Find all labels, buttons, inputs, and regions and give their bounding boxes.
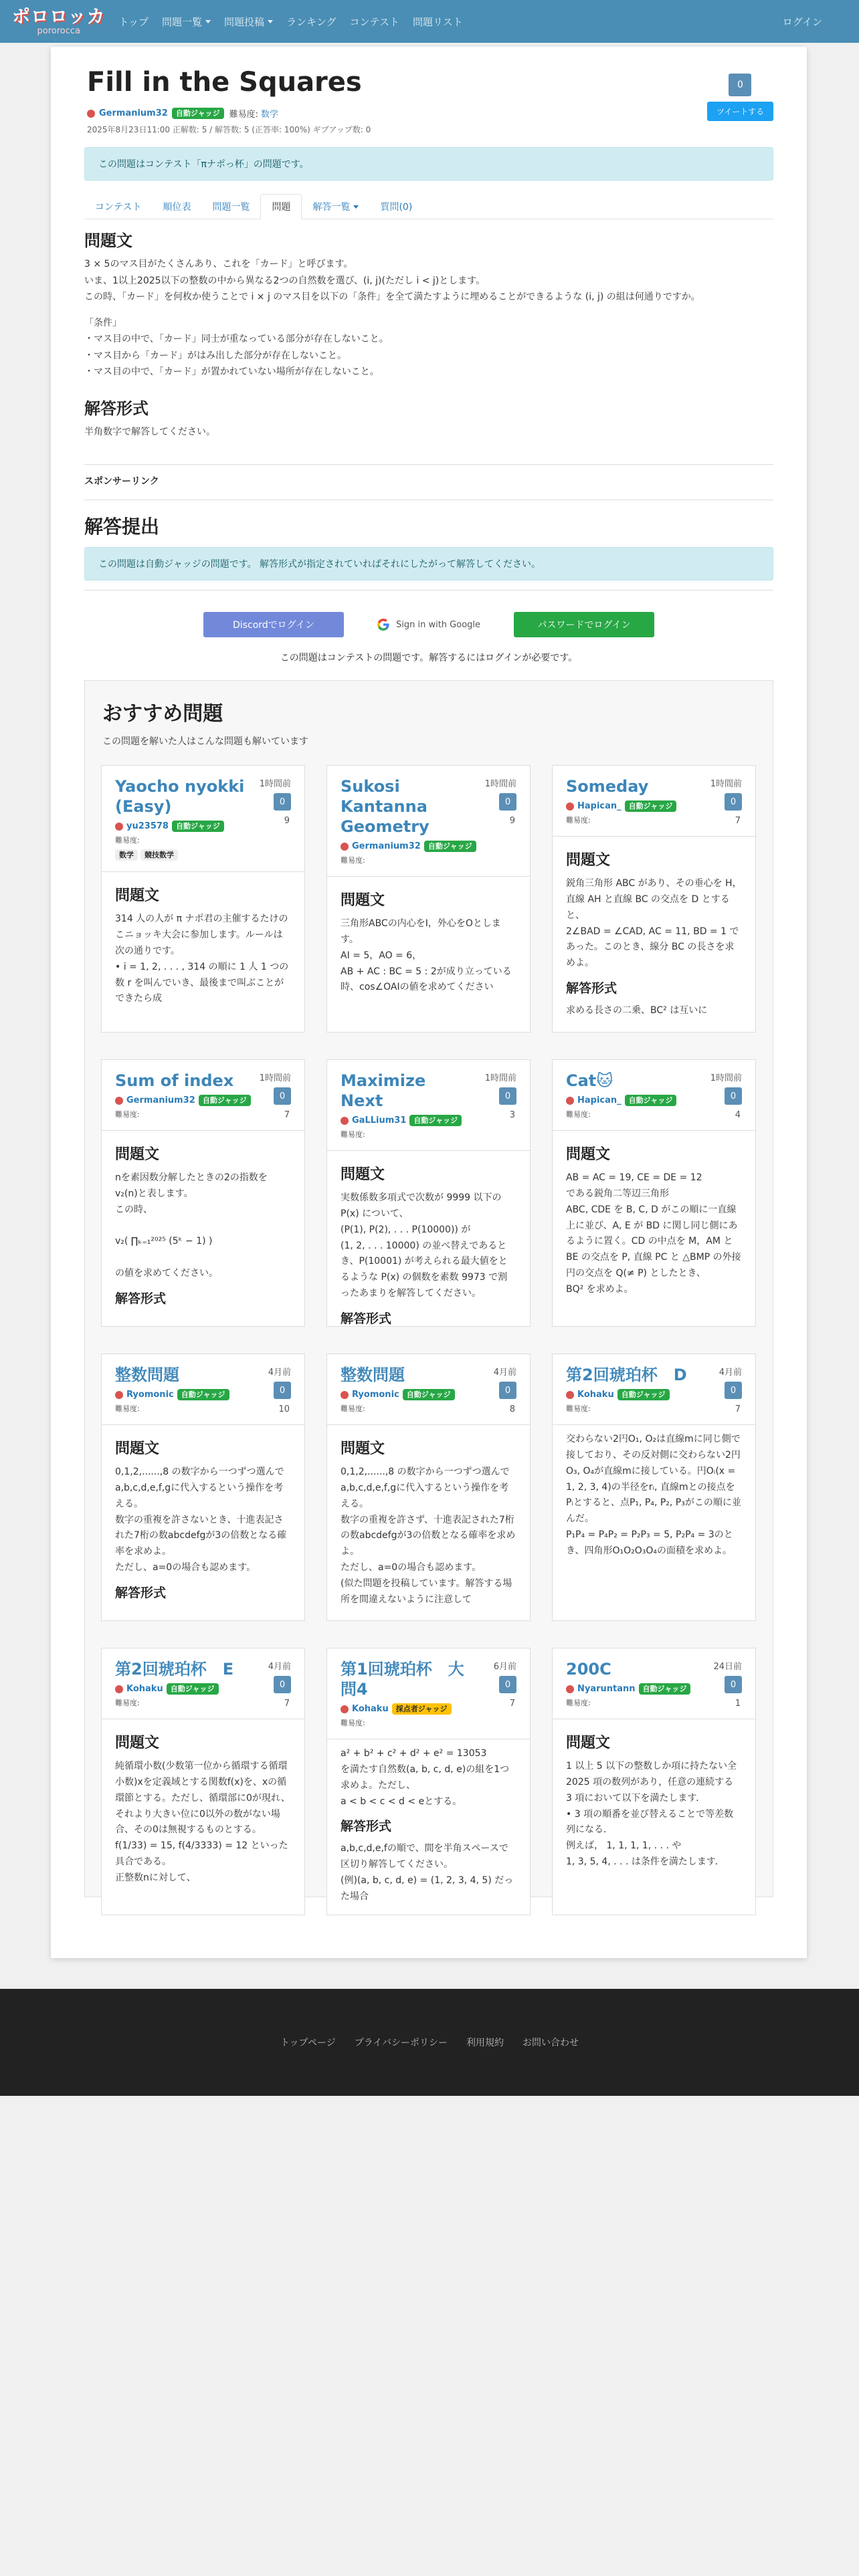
statement-line: この時、「カード」を何枚か使うことで i × j のマス目を以下の「条件」を全て満たすように埋めることができるような (i, j) の組は何通りですか。 — [84, 292, 700, 302]
card-title[interactable]: Cat🐱 — [566, 1071, 613, 1090]
sponsor-label: スポンサーリンク — [84, 476, 159, 487]
avatar — [341, 1391, 349, 1399]
recommend-grid — [101, 765, 757, 1915]
card-heading: 問題文 — [566, 852, 611, 869]
card-title[interactable]: 200C — [566, 1660, 611, 1679]
avatar — [566, 802, 574, 811]
card-author-row — [566, 1389, 742, 1400]
google-login-label: Sign in with Google — [395, 619, 481, 630]
card-solve-count: 7 — [284, 1110, 290, 1120]
card-judge-badge: 自動ジャッジ — [177, 1389, 229, 1400]
statement-body — [84, 256, 773, 381]
card-like-count: 0 — [274, 1087, 291, 1105]
nav-contest[interactable]: コンテスト — [349, 15, 400, 28]
card-title[interactable]: Someday — [566, 777, 649, 796]
card-author-row — [115, 821, 291, 832]
card-body: 0,1,2,......,8 の数字から一つずつ選んでa,b,c,d,e,f,gに代入するという操作を考える。 数字の重複を許さないとき、十進表記された7桁の数abcdefgが3の倍数となる確率を求めよ。 ただし、a=0の場合も認めます。 — [115, 1467, 287, 1573]
card-solve-count: 4 — [735, 1110, 741, 1120]
card-author[interactable]: Nyaruntann — [577, 1684, 636, 1695]
card-author-row — [115, 1389, 291, 1400]
divider — [553, 1130, 755, 1131]
card-difficulty-label: 難易度: — [341, 1130, 365, 1140]
divider — [553, 1424, 755, 1425]
card-author-row — [115, 1683, 291, 1695]
card-judge-badge: 自動ジャッジ — [625, 1095, 677, 1106]
recommend-desc: この問題を解いた人はこんな問題も解いています — [102, 736, 308, 747]
divider — [327, 1150, 530, 1151]
card-like-count: 0 — [499, 1676, 516, 1693]
card-time: 1時間前 — [484, 779, 516, 789]
card-author[interactable]: Germanium32 — [126, 1095, 195, 1106]
card-like-count: 0 — [499, 1087, 516, 1105]
nav-problems[interactable] — [162, 15, 211, 29]
problem-card[interactable] — [101, 1648, 305, 1915]
footer-terms-link[interactable]: 利用規約 — [466, 2038, 504, 2048]
tweet-button[interactable]: ツイートする — [707, 102, 773, 121]
tab-answers[interactable] — [302, 195, 369, 219]
login-buttons — [84, 612, 773, 637]
card-difficulty-label: 難易度: — [566, 816, 591, 825]
avatar — [87, 110, 95, 118]
problem-title: Fill in the Squares — [87, 67, 362, 98]
footer-privacy-link[interactable]: プライバシーポリシー — [354, 2038, 448, 2048]
footer-top-link[interactable]: トップページ — [280, 2038, 336, 2048]
answer-format-text: 半角数字で解答してください。 — [84, 426, 215, 437]
site-logo[interactable] — [12, 8, 105, 35]
card-like-count: 0 — [725, 1087, 742, 1105]
card-title[interactable]: 第2回琥珀杯 D — [566, 1366, 687, 1384]
like-count[interactable]: 0 — [729, 74, 751, 96]
nav-ranking[interactable]: ランキング — [286, 15, 337, 28]
card-judge-badge: 採点者ジャッジ — [392, 1703, 452, 1715]
card-judge-badge: 自動ジャッジ — [639, 1683, 691, 1695]
card-body: nを素因数分解したときの2の指数を v₂(n)と表します。 この時、 v₂( ∏ₖ₌₁²⁰²⁵ (5ᵏ − 1) ) の値を求めてください。 — [115, 1172, 268, 1279]
tab-bar — [84, 194, 773, 219]
card-time: 4月前 — [719, 1368, 742, 1378]
card-tag: 競技数学 — [140, 849, 178, 861]
avatar — [341, 1705, 349, 1713]
card-heading: 問題文 — [566, 1146, 611, 1164]
card-solve-count: 3 — [509, 1110, 515, 1120]
card-body: 1 以上 5 以下の整数しか項に持たない全 2025 項の数列があり，任意の連続する 3 項において以下を満たします． • 3 項の順番を並び替えることで等差数列になる． 例えば， 1, 1, 1, 1, . . . や 1, 3, 5, 4, . . . は条件を満たします． — [566, 1761, 737, 1867]
card-difficulty-label: 難易度: — [115, 1699, 140, 1708]
card-heading: 問題文 — [115, 1440, 160, 1458]
card-time: 1時間前 — [710, 779, 742, 789]
card-body: AB = AC = 19, CE = DE = 12 である鋭角二等辺三角形 ABC, CDE を B, C, D がこの順に一直線上に並び、A, E が BD に関し同じ側にあるように置く。CD の中点を M，AM と BE の交点を P, 直線 PC と △BMP の外接円の交点を Q(≠ P) としたとき、 BQ² を求めよ。 — [566, 1172, 741, 1295]
condition-item: ・マス目から「カード」がはみ出した部分が存在しないこと。 — [84, 350, 347, 361]
difficulty-label: 難易度: — [229, 110, 258, 120]
card-author[interactable]: Hapican_ — [577, 801, 622, 812]
judge-badge: 自動ジャッジ — [172, 108, 224, 119]
problem-card[interactable] — [552, 1059, 756, 1327]
card-solve-count: 7 — [284, 1699, 290, 1709]
problem-card[interactable] — [101, 1059, 305, 1327]
card-title[interactable]: 第2回琥珀杯 E — [115, 1660, 234, 1679]
avatar — [566, 1097, 574, 1105]
card-time: 4月前 — [268, 1662, 291, 1672]
card-like-count: 0 — [725, 1676, 742, 1693]
recommend-heading: おすすめ問題 — [102, 702, 223, 726]
divider — [553, 836, 755, 837]
card-like-count: 0 — [274, 1676, 291, 1693]
logo-sub: pororocca — [37, 25, 80, 36]
card-author[interactable]: Kohaku — [577, 1390, 614, 1400]
tab-questions[interactable]: 質問(0) — [380, 202, 413, 213]
card-difficulty-label: 難易度: — [341, 1719, 365, 1728]
card-author-row — [566, 1095, 742, 1106]
tab-contest[interactable]: コンテスト — [95, 202, 142, 213]
contest-notice: この問題はコンテスト「πナポっ杯」の問題です。 — [84, 147, 773, 181]
statement-line: 3 × 5のマス目がたくさんあり、これを「カード」と呼びます。 — [84, 259, 353, 270]
navbar — [0, 0, 859, 43]
card-like-count: 0 — [499, 1382, 516, 1399]
card-time: 1時間前 — [259, 779, 291, 789]
card-time: 1時間前 — [259, 1073, 291, 1083]
problem-stats: 2025年8月23日11:00 正解数: 5 / 解答数: 5 (正答率: 100%) ギブアップ数: 0 — [87, 125, 371, 134]
main-panel — [51, 47, 807, 1958]
card-like-count: 0 — [499, 793, 516, 811]
card-like-count: 0 — [725, 793, 742, 811]
nav-post[interactable] — [224, 15, 273, 29]
problem-meta — [87, 107, 773, 120]
card-judge-badge: 自動ジャッジ — [617, 1389, 670, 1400]
divider — [102, 1424, 304, 1425]
card-author[interactable]: yu23578 — [126, 821, 169, 832]
condition-item: ・マス目の中で、「カード」同士が重なっている部分が存在しないこと。 — [84, 334, 389, 344]
avatar — [566, 1391, 574, 1399]
chevron-down-icon — [268, 20, 273, 23]
card-heading: 問題文 — [115, 1735, 160, 1752]
card-judge-badge: 自動ジャッジ — [403, 1389, 455, 1400]
card-body: 0,1,2,......,8 の数字から一つずつ選んでa,b,c,d,e,f,gに代入するという操作を考える。 数字の重複を許さず、十進表記された7桁の数abcdefgが3の倍数となる確率を求めよ。 ただし、a=0の場合も認めます。 (似た問題を投稿しています。解答する場所を間違えないように注意して — [341, 1467, 516, 1605]
card-heading2: 解答形式 — [341, 1311, 392, 1326]
card-heading2: 解答形式 — [566, 980, 617, 996]
card-solve-count: 9 — [284, 816, 290, 826]
card-heading2: 解答形式 — [115, 1291, 167, 1306]
submit-heading: 解答提出 — [84, 516, 160, 538]
card-heading: 問題文 — [341, 1166, 385, 1184]
logo-main: ポロロッカ — [12, 6, 106, 27]
card-heading2: 解答形式 — [115, 1585, 167, 1600]
problem-card[interactable] — [326, 1648, 531, 1915]
password-login-button[interactable]: パスワードでログイン — [514, 612, 654, 637]
card-title[interactable]: 整数問題 — [115, 1366, 179, 1384]
card-time: 1時間前 — [484, 1073, 516, 1083]
avatar — [341, 1117, 349, 1125]
card-author-row — [566, 800, 742, 812]
card-title[interactable]: Yaocho nyokki (Easy) — [115, 777, 245, 816]
card-time: 1時間前 — [710, 1073, 742, 1083]
chevron-down-icon — [353, 205, 359, 209]
card-author[interactable]: Ryomonic — [126, 1390, 174, 1400]
author-link[interactable]: Germanium32 — [99, 108, 168, 118]
card-judge-badge: 自動ジャッジ — [172, 821, 224, 832]
card-judge-badge: 自動ジャッジ — [409, 1115, 462, 1126]
login-link[interactable]: ログイン — [782, 15, 822, 28]
card-difficulty-label: 難易度: — [115, 836, 140, 845]
card-time: 6月前 — [493, 1662, 516, 1672]
problem-card[interactable] — [552, 1648, 756, 1915]
card-heading: 問題文 — [115, 1146, 160, 1164]
card-difficulty-label: 難易度: — [566, 1404, 591, 1414]
discord-login-button[interactable]: Discordでログイン — [203, 612, 344, 637]
card-tag: 数学 — [115, 849, 138, 861]
card-tags — [115, 849, 291, 861]
card-judge-badge: 自動ジャッジ — [424, 841, 476, 852]
nav-problems-label: 問題一覧 — [162, 15, 203, 28]
card-author-row — [341, 1703, 516, 1715]
tab-problem-list[interactable]: 問題一覧 — [212, 202, 250, 213]
card-difficulty-label: 難易度: — [115, 1110, 140, 1119]
card-time: 24日前 — [713, 1662, 742, 1672]
card-heading2: 解答形式 — [341, 1819, 392, 1834]
card-title[interactable]: Sum of index — [115, 1071, 234, 1090]
card-difficulty-label: 難易度: — [341, 1404, 365, 1414]
card-title[interactable]: Maximize Next — [341, 1071, 426, 1110]
chevron-down-icon — [205, 20, 211, 23]
avatar — [566, 1685, 574, 1693]
footer-contact-link[interactable]: お問い合わせ — [522, 2038, 579, 2048]
card-judge-badge: 自動ジャッジ — [167, 1683, 219, 1695]
problem-card[interactable] — [326, 1059, 531, 1327]
card-body: 314 人の人が π ナポ君の主催するたけのこニョッキ大会に参加します。ルールは次の通りです。 • i = 1, 2, . . . , 314 の順に 1 人 1 つの数 r を叫んでいき、最後まで叫ぶことができたら成 — [115, 914, 289, 1004]
login-required-text: この問題はコンテストの問題です。解答するにはログインが必要です。 — [280, 653, 578, 663]
statement-heading: 問題文 — [84, 231, 132, 250]
card-solve-count: 9 — [509, 816, 515, 826]
card-difficulty-label: 難易度: — [566, 1699, 591, 1708]
card-body: a² + b² + c² + d² + e² = 13053 を満たす自然数(a, b, c, d, e)の組を1つ求めよ。ただし、 a < b < c < d < eとする。 — [341, 1748, 510, 1807]
judge-notice: この問題は自動ジャッジの問題です。 解答形式が指定されていればそれにしたがって解答してください。 — [84, 547, 773, 580]
condition-title: 「条件」 — [84, 317, 122, 328]
card-body: 純循環小数(少数第一位から循環する循環小数)xを定義域とする関数f(x)を、xの循環節とする。ただし、循環部に0が現れ、それより大きい位に0以外の数がない場合、その0は無視するものとする。 f(1/33) = 15, f(4/3333) = 12 といった具合である。 正整数nに対して、 — [115, 1761, 290, 1883]
card-judge-badge: 自動ジャッジ — [199, 1095, 251, 1106]
card-heading: 問題文 — [341, 892, 385, 909]
recommend-section — [84, 680, 773, 1902]
nav-problem-list[interactable]: 問題リスト — [413, 15, 463, 28]
card-body: 実数係数多項式で次数が 9999 以下の P(x) について、 (P(1), P(2), . . . P(10000)) が (1, 2, . . . 10000) の並べ替えであるとき、P(10001) が考えられる最大値をとるような P(x) の個数を素数 9973 で割ったあまりを解答してください。 — [341, 1192, 508, 1299]
card-author[interactable]: GaLLium31 — [352, 1115, 407, 1126]
card-author[interactable]: Kohaku — [352, 1704, 389, 1715]
card-solve-count: 8 — [509, 1404, 515, 1414]
avatar — [115, 1685, 123, 1693]
genre-link[interactable]: 数学 — [261, 110, 279, 120]
divider — [102, 871, 304, 872]
card-judge-badge: 自動ジャッジ — [625, 800, 677, 812]
tab-problem[interactable]: 問題 — [260, 194, 302, 219]
card-body: 三角形ABCの内心をI，外心をOとします。 AI = 5，AO = 6， AB + AC : BC = 5 : 2が成り立っている時、cos∠OAIの値を求めてください — [341, 918, 512, 993]
google-icon — [377, 619, 389, 631]
card-author[interactable]: Ryomonic — [352, 1390, 399, 1400]
card-solve-count: 7 — [735, 816, 741, 826]
condition-item: ・マス目の中で、「カード」が置かれていない場所が存在しないこと。 — [84, 366, 379, 377]
card-author-row — [115, 1095, 291, 1106]
problem-card[interactable] — [101, 765, 305, 1033]
card-author-row — [341, 841, 516, 852]
card-author[interactable]: Germanium32 — [352, 841, 421, 852]
problem-card[interactable] — [101, 1354, 305, 1621]
statement-line: いま、1以上2025以下の整数の中から異なる2つの自然数を選び、(i, j)(ただし i < j)とします。 — [84, 275, 486, 286]
card-author-row — [341, 1389, 516, 1400]
avatar — [115, 1391, 123, 1399]
card-difficulty-label: 難易度: — [115, 1404, 140, 1414]
card-solve-count: 1 — [735, 1699, 741, 1709]
card-difficulty-label: 難易度: — [566, 1110, 591, 1119]
card-time: 4月前 — [268, 1368, 291, 1378]
like-box — [707, 74, 773, 121]
card-like-count: 0 — [274, 793, 291, 811]
problem-card[interactable] — [552, 1354, 756, 1621]
card-author[interactable]: Kohaku — [126, 1684, 163, 1695]
card-difficulty-label: 難易度: — [341, 856, 365, 865]
card-like-count: 0 — [274, 1382, 291, 1399]
nav-top[interactable]: トップ — [118, 15, 149, 28]
avatar — [115, 1097, 123, 1105]
divider — [327, 876, 530, 877]
card-heading: 問題文 — [566, 1735, 611, 1752]
card-title[interactable]: 整数問題 — [341, 1366, 405, 1384]
problem-card[interactable] — [326, 765, 531, 1033]
card-like-count: 0 — [725, 1382, 742, 1399]
answer-format-heading: 解答形式 — [84, 399, 149, 418]
card-body: 交わらない2円O₁, O₂は直線mに同じ側で接しており、その反対側に交わらない2円O₃, O₄が直線mに接している。円Oᵢ(x = 1, 2, 3, 4)の半径をrᵢ, 直線mとの接点をPᵢとすると、点P₁, P₄, P₂, P₃がこの順に並んだ。 P₁P₄ = P₄P₂ = P₂P₃ = 5, P₂P₄ = 3のとき、四角形O₁O₂O₃O₄の面積を求めよ。 — [566, 1434, 741, 1556]
card-solve-count: 7 — [509, 1699, 515, 1709]
card-heading: 問題文 — [341, 1440, 385, 1458]
card-author-row — [566, 1683, 742, 1695]
card-body2: 求める長さの二乗、BC² は互いに — [566, 1004, 708, 1016]
avatar — [341, 843, 349, 851]
card-heading: 問題文 — [115, 887, 160, 905]
card-solve-count: 10 — [278, 1404, 290, 1414]
card-author[interactable]: Hapican_ — [577, 1095, 622, 1106]
card-title[interactable]: 第1回琥珀杯 大問4 — [341, 1660, 464, 1699]
card-title[interactable]: Sukosi Kantanna Geometry — [341, 777, 430, 836]
problem-card[interactable] — [326, 1354, 531, 1621]
nav-post-label: 問題投稿 — [224, 15, 265, 28]
card-time: 4月前 — [493, 1368, 516, 1378]
footer — [0, 1989, 859, 2096]
avatar — [115, 823, 123, 831]
tab-answers-label: 解答一覧 — [312, 202, 351, 213]
divider — [84, 590, 773, 591]
card-body: 鋭角三角形 ABC があり、その垂心を H，直線 AH と直線 BC の交点を D とすると、 2∠BAD = ∠CAD, AC = 11, BD = 1 であった。このとき、線分 BC の長さを求めよ。 — [566, 878, 742, 969]
divider — [102, 1130, 304, 1131]
problem-card[interactable] — [552, 765, 756, 1033]
tab-standings[interactable]: 順位表 — [163, 202, 191, 213]
card-solve-count: 7 — [735, 1404, 741, 1414]
google-login-button[interactable] — [363, 612, 495, 637]
card-body2: a,b,c,d,e,fの順で、間を半角スペースで区切り解答してください。 (例)(a, b, c, d, e) = (1, 2, 3, 4, 5) だった場合 — [341, 1843, 514, 1902]
divider — [327, 1424, 530, 1425]
card-author-row — [341, 1115, 516, 1126]
divider — [84, 464, 773, 465]
